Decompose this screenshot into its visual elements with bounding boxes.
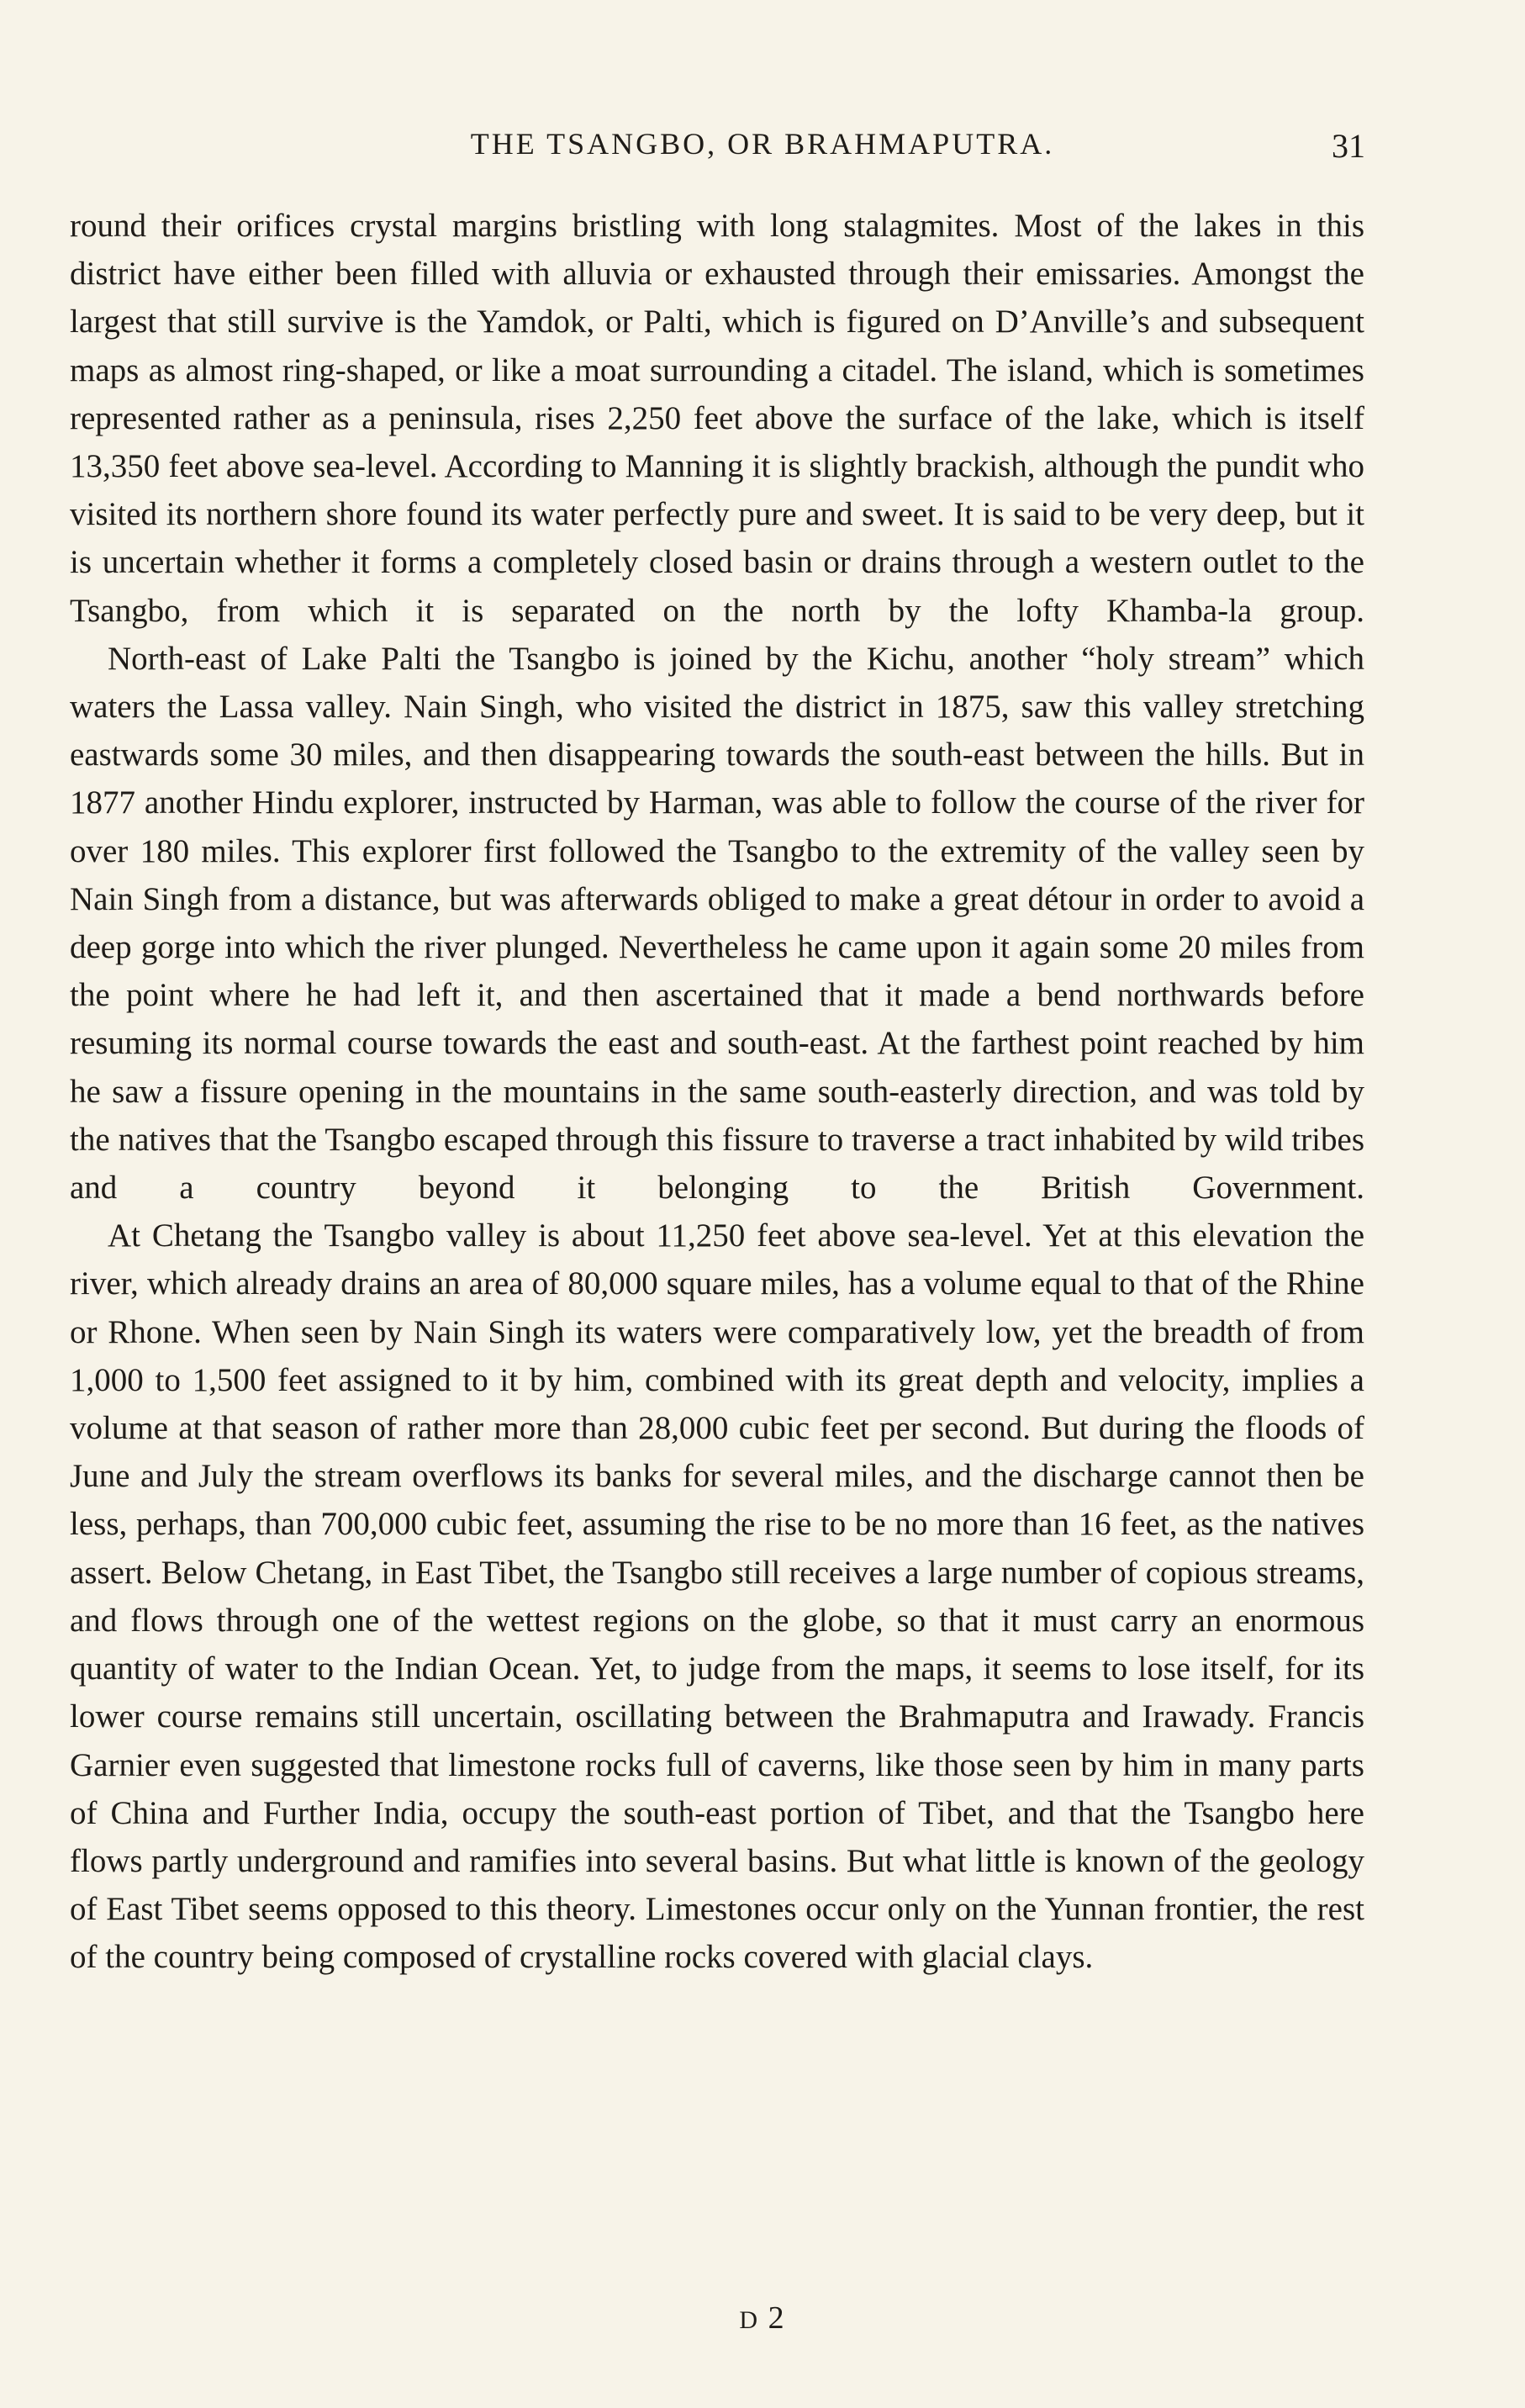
signature-letter: D: [739, 2306, 759, 2334]
running-title: THE TSANGBO, OR BRAHMAPUTRA.: [470, 127, 1055, 161]
page-number: 31: [1332, 127, 1365, 165]
running-head: [0, 126, 1525, 177]
paragraph-3: At Chetang the Tsangbo valley is about 11,250 feet above sea-level. Yet at this elevation the river, which already drains an area of 80,000 square miles, has a volume equal to that of the Rhine or Rhone. When seen by Nain Singh its waters were comparatively low, yet the breadth of from 1,000 to 1,500 feet assigned to it by him, combined with its great depth and velocity, implies a volume at that season of rather more than 28,000 cubic feet per second. But during the floods of June and July the stream overflows its banks for several miles, and the discharge cannot then be less, perhaps, than 700,000 cubic feet, assuming the rise to be no more than 16 feet, as the natives assert. Below Chetang, in East Tibet, the Tsangbo still receives a large number of copious streams, and flows through one of the wettest regions on the globe, so that it must carry an enormous quantity of water to the Indian Ocean. Yet, to judge from the maps, it seems to lose itself, for its lower course remains still uncertain, oscillating between the Brahmaputra and Irawady. Francis Garnier even suggested that limestone rocks full of caverns, like those seen by him in many parts of China and Further India, occupy the south-east portion of Tibet, and that the Tsangbo here flows partly underground and ramifies into several basins. But what little is known of the geology of East Tibet seems opposed to this theory. Limestones occur only on the Yunnan frontier, the rest of the country being composed of crystalline rocks covered with glacial clays.: [70, 1217, 1364, 1976]
paragraph-1: round their orifices crystal margins bristling with long stalagmites. Most of the lakes in this district have either been filled with alluvia or exhausted through their emissaries. Amongst the largest that still survive is the Yamdok, or Palti, which is figured on D’Anville’s and subsequent maps as almost ring-shaped, or like a moat surrounding a citadel. The island, which is sometimes represented rather as a peninsula, rises 2,250 feet above the surface of the lake, which is itself 13,350 feet above sea-level. According to Manning it is slightly brackish, although the pundit who visited its northern shore found its water perfectly pure and sweet. It is said to be very deep, but it is uncertain whether it forms a completely closed basin or drains through a western outlet to the Tsangbo, from which it is separated on the north by the lofty Khamba-la group.: [70, 208, 1364, 629]
signature-number: 2: [768, 2300, 786, 2336]
paragraph-2: North-east of Lake Palti the Tsangbo is joined by the Kichu, another “holy stream” which waters the Lassa valley. Nain Singh, who visited the district in 1875, saw this valley stretching eastwards some 30 miles, and then disappearing towards the south-east between the hills. But in 1877 another Hindu explorer, instructed by Harman, was able to follow the course of the river for over 180 miles. This explorer first followed the Tsangbo to the extremity of the valley seen by Nain Singh from a distance, but was afterwards obliged to make a great détour in order to avoid a deep gorge into which the river plunged. Nevertheless he came upon it again some 20 miles from the point where he had left it, and then ascertained that it made a bend northwards before resuming its normal course towards the east and south-east. At the farthest point reached by him he saw a fissure opening in the mountains in the same south-easterly direction, and was told by the natives that the Tsangbo escaped through this fissure to traverse a tract inhabited by wild tribes and a country beyond it belonging to the British Government.: [70, 640, 1364, 1207]
body-text: [70, 202, 1364, 1982]
printer-signature: [0, 2300, 1525, 2337]
